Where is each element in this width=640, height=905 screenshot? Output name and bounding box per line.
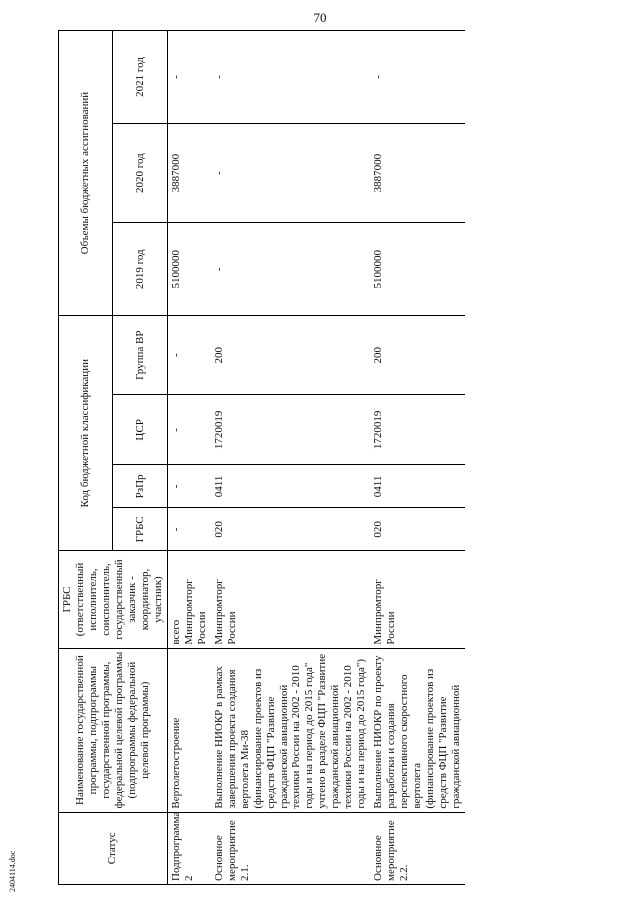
row-name: Выполнение НИОКР в рамках завершения проекта создания вертолета Ми-38 (финансирование проектов из средств ФЦП "Развитие гражданской авиационной техники России на 2002 - 2010 годы и на период до 2015 года" учтено в разделе ФЦП "Развитие гражданской авиационной техники России на 2002 - 2010 годы и на период до 2015 года") <box>211 648 371 812</box>
row-grbs-code: - <box>167 508 210 551</box>
header-year-2020: 2020 год <box>113 123 167 223</box>
footer-filename: 2404114.doc <box>8 850 17 892</box>
header-row-top <box>59 31 113 885</box>
row-vr: - <box>167 316 210 395</box>
row-vr: 200 <box>370 316 465 395</box>
row-grbs-code: 020 <box>211 508 371 551</box>
row-value-2021: - <box>167 31 210 124</box>
row-name: Выполнение НИОКР по проекту разработки и создания перспективного скоростного вертолета (финансирование проектов из средств ФЦП "Развитие гражданской авиационной <box>370 648 465 812</box>
header-volume-group: Объемы бюджетных ассигнований <box>59 31 113 316</box>
table-row <box>167 31 210 885</box>
header-status: Статус <box>59 812 168 884</box>
header-name: Наименование государственной программы, подпрограммы государственной программы, федеральной целевой программы (подпрограммы федеральной целевой программы) <box>59 648 168 812</box>
header-code-group: Код бюджетной классификации <box>59 316 113 551</box>
table-body <box>167 31 465 885</box>
row-rzpr: 0411 <box>370 465 465 508</box>
page-number: 70 <box>313 10 327 25</box>
header-code-grbs: ГРБС <box>113 508 167 551</box>
header-year-2019: 2019 год <box>113 223 167 316</box>
table-row <box>211 31 371 885</box>
header-grbs: ГРБС (ответственный исполнитель, соисполнитель, государственный заказчик - координатор, участник) <box>59 551 168 648</box>
row-csr: - <box>167 395 210 465</box>
row-csr: 1720019 <box>211 395 371 465</box>
row-rzpr: - <box>167 465 210 508</box>
row-name: Вертолетостроение <box>167 648 210 812</box>
row-value-2021: - <box>370 31 465 124</box>
header-code-csr: ЦСР <box>113 395 167 465</box>
row-value-2020: 3887000 <box>167 123 210 223</box>
row-value-2019: 5100000 <box>167 223 210 316</box>
row-value-2020: 3887000 <box>370 123 465 223</box>
row-grbs: Минпромторг России <box>370 551 465 648</box>
row-status: Основное мероприятие 2.1. <box>211 812 371 884</box>
row-vr: 200 <box>211 316 371 395</box>
row-value-2020: - <box>211 123 371 223</box>
row-rzpr: 0411 <box>211 465 371 508</box>
row-value-2019: - <box>211 223 371 316</box>
row-csr: 1720019 <box>370 395 465 465</box>
row-value-2019: 5100000 <box>370 223 465 316</box>
row-status: Основное мероприятие 2.2. <box>370 812 465 884</box>
row-grbs: всего Минпромторг России <box>167 551 210 648</box>
row-status: Подпрограмма 2 <box>167 812 210 884</box>
row-grbs-code: 020 <box>370 508 465 551</box>
rotated-document <box>58 30 638 885</box>
budget-table <box>58 30 465 885</box>
header-code-rzpr: РзПр <box>113 465 167 508</box>
table-row <box>370 31 465 885</box>
row-grbs: Минпромторг России <box>211 551 371 648</box>
row-value-2021: - <box>211 31 371 124</box>
header-year-2021: 2021 год <box>113 31 167 124</box>
header-code-vr: Группа ВР <box>113 316 167 395</box>
